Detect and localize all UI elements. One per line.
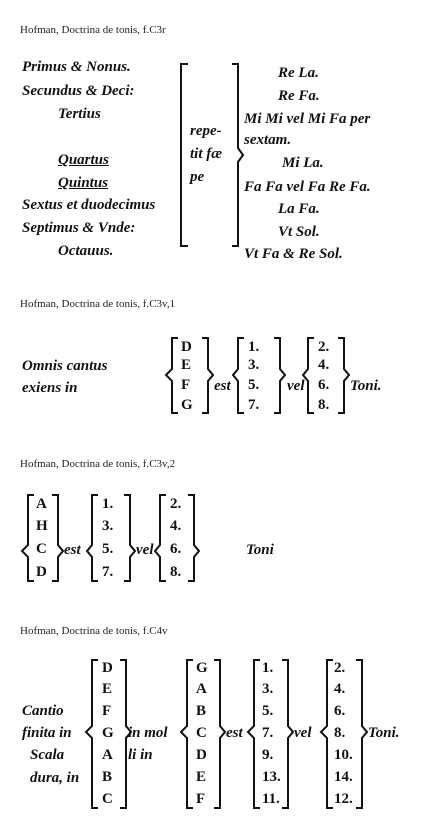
ex3-est: est xyxy=(64,542,81,558)
bracket-ex4-6 xyxy=(282,660,293,808)
ex3-num-a-0: 1. xyxy=(102,496,114,512)
ex4-num-b-0: 2. xyxy=(334,660,346,676)
bracket-ex2-2 xyxy=(202,338,213,413)
ex4-num-a-6: 11. xyxy=(262,791,280,807)
ex1-mid-2: pe xyxy=(190,169,205,185)
ex1-left-6: Septimus & Vnde: xyxy=(22,220,136,236)
caption-c3v-2: Hofman, Doctrina de tonis, f.C3v,2 xyxy=(20,458,176,470)
caption-c3v-1: Hofman, Doctrina de tonis, f.C3v,1 xyxy=(20,298,176,310)
ex2-left-0: Omnis cantus xyxy=(22,358,108,374)
ex4-vel: vel xyxy=(294,725,312,741)
ex2-num-a-3: 7. xyxy=(248,397,260,413)
ex4-num-a-3: 7. xyxy=(262,725,274,741)
ex4-num-b-3: 8. xyxy=(334,725,346,741)
ex2-num-a-2: 5. xyxy=(248,377,260,393)
ex4-letter-b-2: B xyxy=(196,703,207,719)
ex2-toni: Toni. xyxy=(350,378,382,394)
ex3-num-b-0: 2. xyxy=(170,496,182,512)
ex4-letter-b-5: E xyxy=(196,769,207,785)
ex4-left-3: dura, in xyxy=(30,770,80,786)
ex4-li-in: li in xyxy=(128,747,153,763)
ex4-num-a-0: 1. xyxy=(262,660,274,676)
caption-c4v: Hofman, Doctrina de tonis, f.C4v xyxy=(20,625,168,637)
ex1-left-7: Octauus. xyxy=(58,243,114,259)
bracket-ex2-3 xyxy=(233,338,244,413)
ex2-num-a-0: 1. xyxy=(248,339,260,355)
bracket-ex4-7 xyxy=(321,660,333,808)
bracket-ex4-8 xyxy=(356,660,367,808)
ex3-num-b-3: 8. xyxy=(170,564,182,580)
ex4-num-b-4: 10. xyxy=(334,747,353,763)
bracket-ex2-5 xyxy=(303,338,314,413)
ex1-right-6: La Fa. xyxy=(278,201,320,217)
bracket-ex4-4 xyxy=(214,660,225,808)
bracket-ex2-1 xyxy=(166,338,178,413)
ex1-right-8: Vt Fa & Re Sol. xyxy=(244,246,343,262)
ex3-num-a-1: 3. xyxy=(102,518,114,534)
caption-c3r: Hofman, Doctrina de tonis, f.C3r xyxy=(20,24,166,36)
ex4-num-b-5: 14. xyxy=(334,769,353,785)
ex1-right-1: Re Fa. xyxy=(278,88,320,104)
ex4-letter-a-2: F xyxy=(102,703,112,719)
ex4-num-b-2: 6. xyxy=(334,703,346,719)
bracket-ex2-4 xyxy=(274,338,285,413)
ex2-vel: vel xyxy=(287,378,305,394)
ex4-letter-a-1: E xyxy=(102,681,113,697)
ex2-letter-0: D xyxy=(181,339,192,355)
ex4-letter-a-6: C xyxy=(102,791,113,807)
ex4-num-a-4: 9. xyxy=(262,747,274,763)
bracket-ex3-2 xyxy=(52,495,63,581)
ex2-num-a-1: 3. xyxy=(248,357,260,373)
ex4-letter-a-0: D xyxy=(102,660,113,676)
ex2-letter-1: E xyxy=(181,357,192,373)
bracket-ex3-1 xyxy=(22,495,34,581)
bracket-ex3-3 xyxy=(87,495,98,581)
ex1-mid-1: tit fæ xyxy=(190,146,223,162)
ex3-num-a-2: 5. xyxy=(102,541,114,557)
ex2-num-b-0: 2. xyxy=(318,339,330,355)
ex4-left-1: finita in xyxy=(22,725,72,741)
ex1-right-2: Mi Mi vel Mi Fa per xyxy=(244,111,371,127)
ex2-letter-2: F xyxy=(181,377,191,393)
ex4-letter-a-3: G xyxy=(102,725,114,741)
ex4-num-a-2: 5. xyxy=(262,703,274,719)
ex1-left-4: Quintus xyxy=(58,175,109,191)
ex1-right-0: Re La. xyxy=(278,65,319,81)
bracket-ex1-mid xyxy=(232,64,243,246)
bracket-ex4-3 xyxy=(181,660,193,808)
ex3-letter-2: C xyxy=(36,541,47,557)
bracket-ex3-6 xyxy=(188,495,199,581)
bracket-ex1-left xyxy=(181,64,188,246)
ex1-right-3: sextam. xyxy=(244,132,292,148)
ex4-letter-b-1: A xyxy=(196,681,207,697)
ex1-left-1: Secundus & Deci: xyxy=(22,83,135,99)
ex4-letter-a-4: A xyxy=(102,747,113,763)
ex4-left-2: Scala xyxy=(30,747,65,763)
ex2-num-b-1: 4. xyxy=(318,357,330,373)
ex4-num-b-1: 4. xyxy=(334,681,346,697)
ex4-num-a-1: 3. xyxy=(262,681,274,697)
bracket-ex4-1 xyxy=(86,660,98,808)
ex2-letter-3: G xyxy=(181,397,193,413)
ex4-letter-b-3: C xyxy=(196,725,207,741)
ex3-letter-0: A xyxy=(36,496,47,512)
ex3-num-b-2: 6. xyxy=(170,541,182,557)
ex4-letter-b-6: F xyxy=(196,791,206,807)
ex4-toni: Toni. xyxy=(368,725,400,741)
ex1-left-2: Tertius xyxy=(58,106,101,122)
ex3-letter-3: D xyxy=(36,564,47,580)
bracket-ex4-5 xyxy=(248,660,260,808)
ex1-right-4: Mi La. xyxy=(282,155,324,171)
ex1-mid-0: repe- xyxy=(190,123,222,139)
ex4-est: est xyxy=(226,725,243,741)
ex3-num-a-3: 7. xyxy=(102,564,114,580)
ex4-letter-a-5: B xyxy=(102,769,113,785)
ex2-est: est xyxy=(214,378,231,394)
ex3-toni: Toni xyxy=(246,542,274,558)
ex1-left-3: Quartus xyxy=(58,152,109,168)
ex2-left-1: exiens in xyxy=(22,380,78,396)
ex1-left-5: Sextus et duodecimus xyxy=(22,197,156,213)
ex4-left-0: Cantio xyxy=(22,703,64,719)
ex4-num-b-6: 12. xyxy=(334,791,353,807)
ex1-right-5: Fa Fa vel Fa Re Fa. xyxy=(244,179,371,195)
ex1-right-7: Vt Sol. xyxy=(278,224,320,240)
ex4-letter-b-0: G xyxy=(196,660,208,676)
ex4-num-a-5: 13. xyxy=(262,769,281,785)
ex4-letter-b-4: D xyxy=(196,747,207,763)
ex2-num-b-2: 6. xyxy=(318,377,330,393)
ex3-vel: vel xyxy=(136,542,154,558)
ex4-in-mol: in mol xyxy=(128,725,168,741)
bracket-ex2-6 xyxy=(338,338,349,413)
bracket-ex3-4 xyxy=(124,495,135,581)
ex3-letter-1: H xyxy=(36,518,48,534)
ex2-num-b-3: 8. xyxy=(318,397,330,413)
ex3-num-b-1: 4. xyxy=(170,518,182,534)
bracket-ex3-5 xyxy=(155,495,166,581)
ex1-left-0: Primus & Nonus. xyxy=(22,59,131,75)
